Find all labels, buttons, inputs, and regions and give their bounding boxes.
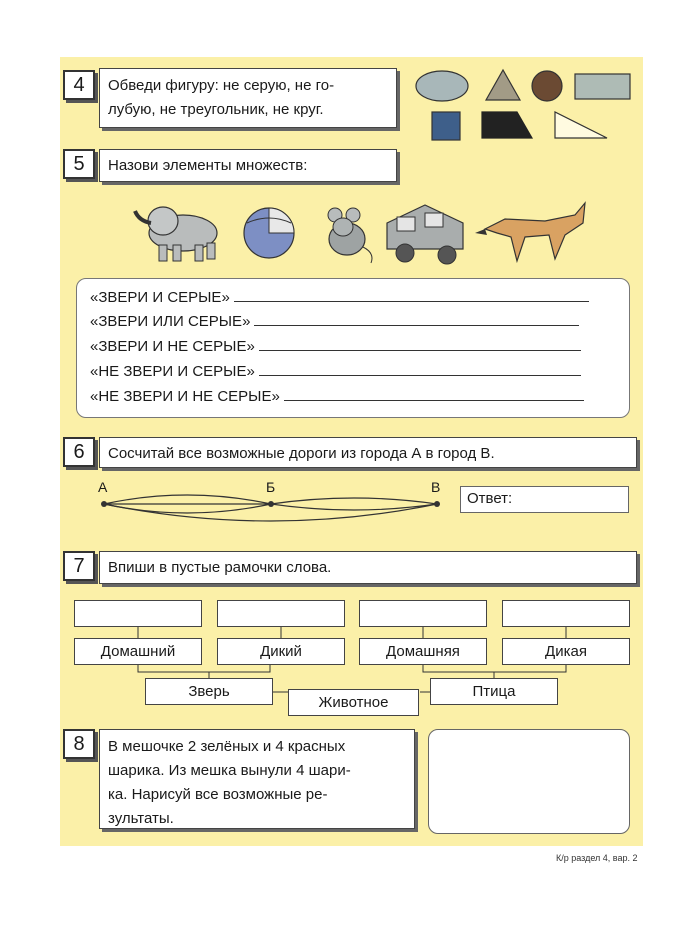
task-4-number: 4 <box>63 70 95 100</box>
word-box-domashnyaya: Домашняя <box>359 638 487 665</box>
task-5-prompt: Назови элементы множеств: <box>108 157 308 174</box>
word-box-domashniy: Домашний <box>74 638 202 665</box>
task-4-line-2: лубую, не треугольник, не круг. <box>108 101 324 118</box>
task-7-prompt: Впиши в пустые рамочки слова. <box>108 559 332 576</box>
blank-box-2[interactable] <box>217 600 345 627</box>
task-5-number: 5 <box>63 149 95 179</box>
blank-box-4[interactable] <box>502 600 630 627</box>
task-8-line-2: шарика. Из мешка вынули 4 шари- <box>108 762 351 779</box>
blank-box-3[interactable] <box>359 600 487 627</box>
city-v-label: В <box>431 479 441 495</box>
task-8-line-3: ка. Нарисуй все возможные ре- <box>108 786 328 803</box>
city-a-label: А <box>98 479 108 495</box>
task-8-number: 8 <box>63 729 95 759</box>
word-box-zhivotnoe: Животное <box>288 689 419 716</box>
task-7-number: 7 <box>63 551 95 581</box>
set-label-3: «ЗВЕРИ И НЕ СЕРЫЕ» <box>90 338 255 355</box>
word-box-zver: Зверь <box>145 678 273 705</box>
set-label-1: «ЗВЕРИ И СЕРЫЕ» <box>90 289 230 306</box>
task-6-number: 6 <box>63 437 95 467</box>
word-box-dikiy: Дикий <box>217 638 345 665</box>
task-4-line-1: Обведи фигуру: не серую, не го- <box>108 77 335 94</box>
blank-box-1[interactable] <box>74 600 202 627</box>
task-6-prompt: Сосчитай все возможные дороги из города А в город В. <box>108 445 495 462</box>
answer-label: Ответ: <box>467 490 513 507</box>
set-label-4: «НЕ ЗВЕРИ И СЕРЫЕ» <box>90 363 255 380</box>
task-8-line-1: В мешочке 2 зелёных и 4 красных <box>108 738 346 755</box>
task-8-line-4: зультаты. <box>108 810 174 827</box>
word-box-dikaya: Дикая <box>502 638 630 665</box>
footer-label: К/р раздел 4, вар. 2 <box>556 853 638 863</box>
word-box-ptitsa: Птица <box>430 678 558 705</box>
task-8-instruction <box>99 729 415 829</box>
set-label-2: «ЗВЕРИ ИЛИ СЕРЫЕ» <box>90 313 251 330</box>
drawing-area[interactable] <box>428 729 630 834</box>
city-b-label: Б <box>266 479 276 495</box>
set-label-5: «НЕ ЗВЕРИ И НЕ СЕРЫЕ» <box>90 388 280 405</box>
